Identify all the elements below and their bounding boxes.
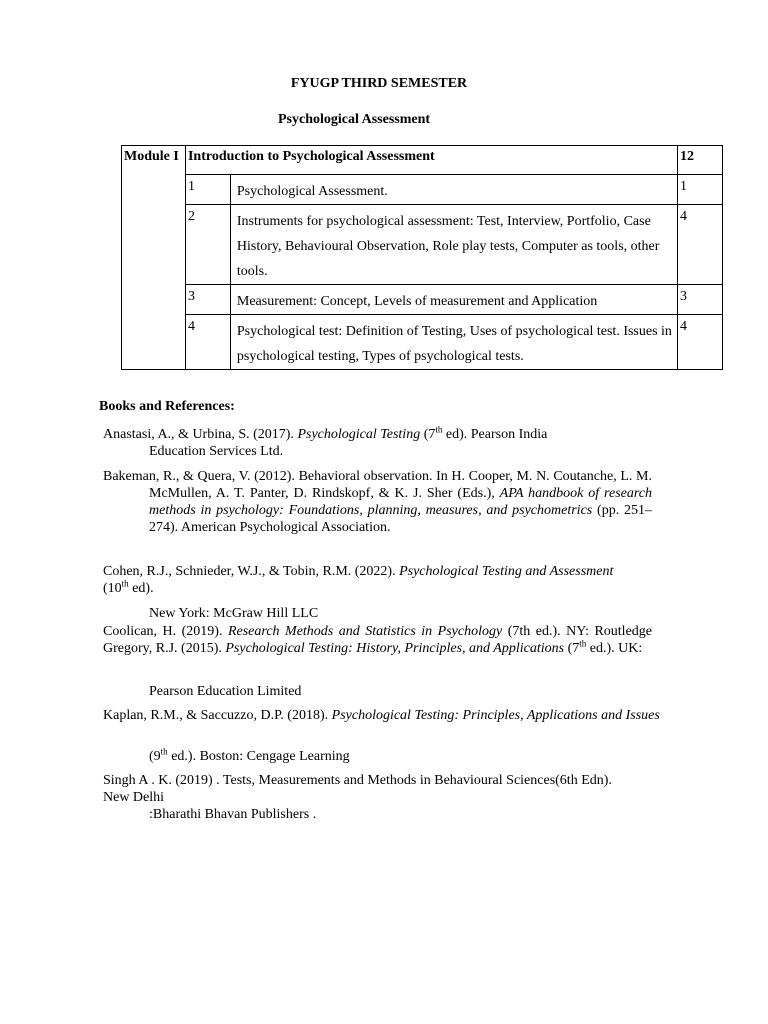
reference-coolican: Coolican, H. (2019). Research Methods and Statistics in Psychology (7th ed.). NY: Routledge Gregory, R.J. (2015). Psychological Testing: History, Principles, and Applications (7th ed.). UK: xyxy=(103,624,652,656)
unit-hours: 3 xyxy=(680,289,688,304)
reference-singh-publisher: :Bharathi Bhavan Publishers . xyxy=(149,807,317,822)
unit-description: Measurement: Concept, Levels of measurement and Application xyxy=(236,294,598,309)
unit-hours: 1 xyxy=(680,179,688,194)
module-title: Introduction to Psychological Assessment xyxy=(187,149,435,164)
syllabus-table xyxy=(121,145,723,370)
table-row xyxy=(122,205,723,285)
module-hours: 12 xyxy=(680,149,695,164)
unit-description: Instruments for psychological assessment: Test, Interview, Portfolio, Case History, Behavioural Observation, Role play tests, Computer as tools, other tools. xyxy=(236,214,660,279)
reference-kaplan-edition: (9th ed.). Boston: Cengage Learning xyxy=(149,746,350,764)
reference-bakeman: Bakeman, R., & Quera, V. (2012). Behavioral observation. In H. Cooper, M. N. Coutanche, L. M. McMullen, A. T. Panter, D. Rindskopf, & K. J. Sher (Eds.), APA handbook of research methods in psychology: Foundations, planning, measures, and psychometrics (pp. 251–274). American Psychological Association. xyxy=(103,469,652,535)
unit-hours: 4 xyxy=(680,209,688,224)
reference-kaplan: Kaplan, R.M., & Saccuzzo, D.P. (2018). Psychological Testing: Principles, Applications and Issues xyxy=(103,708,660,723)
unit-number: 1 xyxy=(187,179,195,194)
module-header-row xyxy=(122,146,723,175)
references-heading: Books and References: xyxy=(99,399,235,414)
reference-anastasi: Anastasi, A., & Urbina, S. (2017). Psychological Testing (7th ed). Pearson India Education Services Ltd. xyxy=(103,424,548,459)
unit-description: Psychological Assessment. xyxy=(236,184,388,199)
unit-number: 2 xyxy=(187,209,195,224)
table-row xyxy=(122,315,723,370)
unit-hours: 4 xyxy=(680,319,688,334)
reference-singh-city: New Delhi xyxy=(103,790,165,805)
reference-singh: Singh A . K. (2019) . Tests, Measurements and Methods in Behavioural Sciences(6th Edn). xyxy=(103,773,612,788)
course-title: Psychological Assessment xyxy=(278,112,431,127)
table-row xyxy=(122,175,723,205)
module-label: Module I xyxy=(124,149,179,164)
table-row xyxy=(122,285,723,315)
reference-cohen: Cohen, R.J., Schnieder, W.J., & Tobin, R.M. (2022). Psychological Testing and Assessment (10th ed). xyxy=(103,564,614,596)
unit-number: 4 xyxy=(187,319,195,334)
unit-description: Psychological test: Definition of Testing, Uses of psychological test. Issues in psychological testing, Types of psychological tests. xyxy=(236,324,672,364)
document-title: FYUGP THIRD SEMESTER xyxy=(290,76,468,91)
reference-coolican-publisher: Pearson Education Limited xyxy=(149,684,302,699)
unit-number: 3 xyxy=(187,289,195,304)
reference-cohen-publisher: New York: McGraw Hill LLC xyxy=(149,606,319,621)
